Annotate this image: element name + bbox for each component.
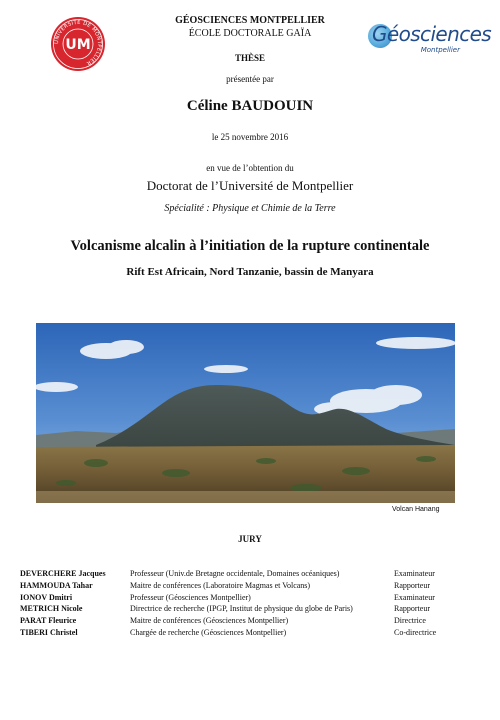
jury-member-title: Directrice de recherche (IPGP, Institut de physique du globe de Paris) — [130, 604, 353, 614]
jury-member-name: PARAT Fleurice — [20, 616, 77, 626]
jury-member-title: Professeur (Univ.de Bretagne occidentale, Domaines océaniques) — [130, 569, 340, 578]
thesis-title: Volcanisme alcalin à l’initiation de la rupture continentale — [70, 238, 430, 254]
jury-member-title: Professeur (Géosciences Montpellier) — [130, 592, 251, 602]
jury-member — [20, 568, 480, 580]
jury-member — [20, 592, 480, 604]
jury-member-name: HAMMOUDA Tahar — [20, 580, 93, 590]
doctoral-school: ÉCOLE DOCTORALE GAÏA — [188, 28, 312, 39]
jury-member-role: Examinateur — [394, 592, 435, 602]
jury-member — [20, 603, 480, 615]
jury-member-title: Chargée de recherche (Géosciences Montpellier) — [130, 627, 287, 637]
jury-member-role: Directrice — [394, 616, 426, 626]
jury-member-title: Maitre de conférences (Géosciences Montpellier) — [130, 616, 289, 626]
jury-member-title: Maitre de conférences (Laboratoire Magmas et Volcans) — [130, 580, 311, 590]
jury-member-name: IONOV Dmitri — [20, 592, 73, 602]
seal-ring-text: UNIVERSITÉ DE MONTPELLIER — [53, 19, 103, 66]
seal-initials: UM — [65, 37, 91, 53]
specialty-line: Spécialité : Physique et Chimie de la Terre — [164, 203, 336, 214]
author-name: Céline BAUDOUIN — [186, 98, 314, 114]
jury-member-name: DEVERCHERE Jacques — [20, 569, 106, 578]
jury-member-role: Co-directrice — [394, 627, 437, 637]
thesis-subtitle: Rift Est Africain, Nord Tanzanie, bassin de Manyara — [126, 266, 374, 278]
logo-wordmark: Géosciences — [372, 22, 492, 46]
document-type: THÈSE — [234, 53, 265, 63]
jury-member-role: Rapporteur — [394, 580, 430, 590]
presented-by: présentée par — [226, 74, 274, 84]
purpose-line: en vue de l’obtention du — [206, 163, 294, 173]
jury-member — [20, 580, 480, 592]
jury-member — [20, 627, 480, 639]
degree-line: Doctorat de l’Université de Montpellier — [146, 178, 354, 193]
volcano-photo — [36, 323, 455, 503]
jury-member-role: Examinateur — [394, 569, 435, 578]
institution-name: GÉOSCIENCES MONTPELLIER — [175, 15, 325, 26]
jury-list — [20, 568, 480, 639]
jury-member-name: TIBERI Christel — [20, 627, 78, 637]
logo-subtitle: Montpellier — [420, 46, 460, 54]
jury-member-role: Rapporteur — [394, 604, 430, 614]
defense-date: le 25 novembre 2016 — [211, 132, 289, 142]
jury-member-name: METRICH Nicole — [20, 604, 83, 614]
jury-heading: JURY — [238, 534, 262, 544]
photo-caption: Volcan Hanang — [392, 506, 440, 513]
jury-member — [20, 615, 480, 627]
